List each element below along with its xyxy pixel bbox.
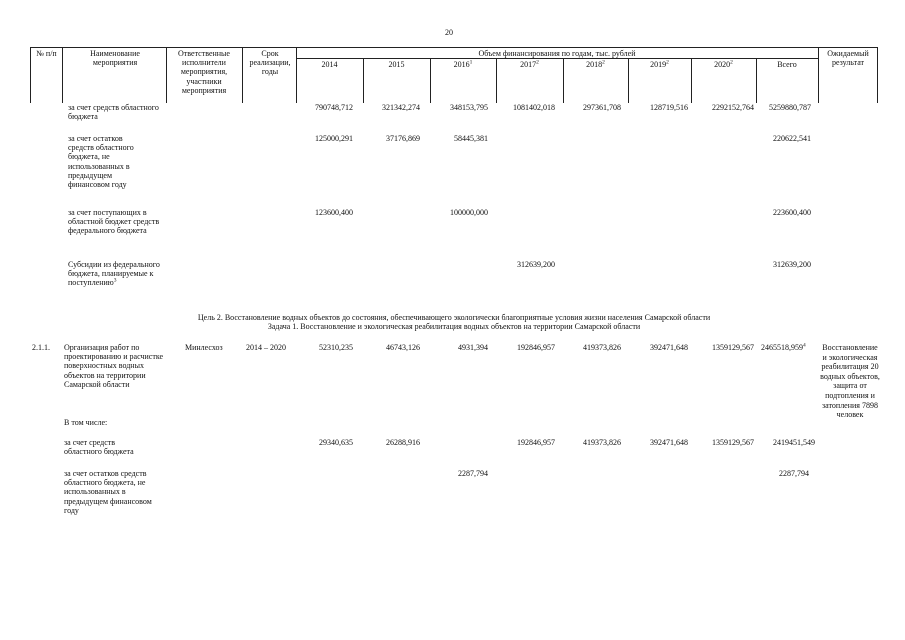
item-name: Организация работ по проектированию и расчистке поверхностных водных объектов на территории Самарской области	[64, 343, 164, 389]
item-number: 2.1.1.	[32, 343, 50, 352]
cell-value: 392471,648	[650, 343, 688, 352]
row-name: за счет остатков средств областного бюджета, не использованных в предыдущем финансовом году	[68, 134, 134, 190]
cell-value: 128719,516	[650, 103, 688, 112]
cell-value: 1359129,567	[712, 438, 754, 447]
header-num: № п/п	[36, 49, 57, 58]
row-name: Субсидии из федерального бюджета, планируемые к поступлению$^3$	[68, 260, 160, 288]
cell-value: 419373,826	[583, 438, 621, 447]
goal-heading: Цель 2. Восстановление водных объектов до состояния, обеспечивающего экологически благоприятные условия жизни населения Самарской области	[197, 313, 711, 322]
item-result: Восстановление и экологическая реабилитация 20 водных объектов, защита от подтопления и затопления 7898 человек	[820, 343, 880, 420]
cell-value: 1359129,567	[712, 343, 754, 352]
cell-value: 52310,235	[319, 343, 353, 352]
header-funding: Объем финансирования по годам, тыс. рублей	[478, 49, 636, 58]
task-heading: Задача 1. Восстановление и экологическая реабилитация водных объектов на территории Самарской области	[267, 322, 641, 331]
year-header-total: Всего	[777, 60, 797, 69]
year-header: 2015	[388, 60, 405, 69]
year-header: 2014	[321, 60, 338, 69]
cell-value: 125000,291	[315, 134, 353, 143]
cell-value: 321342,274	[382, 103, 420, 112]
header-result: Ожидаемый результат	[827, 49, 869, 68]
cell-value: 312639,200	[773, 260, 811, 269]
header-term: Срок реализации, годы	[249, 49, 291, 77]
cell-value: 46743,126	[386, 343, 420, 352]
year-header: 2017$^2$	[520, 59, 539, 69]
cell-value: 220622,541	[773, 134, 811, 143]
cell-value: 5259880,787	[769, 103, 811, 112]
cell-value: 192846,957	[517, 343, 555, 352]
cell-value: 297361,708	[583, 103, 621, 112]
cell-value: 1081402,018	[513, 103, 555, 112]
cell-value: 2287,794	[779, 469, 809, 478]
year-header: 2020$^2$	[714, 59, 733, 69]
item-term: 2014 – 2020	[246, 343, 286, 352]
header-exec: Ответственные исполнители мероприятия, участники мероприятия	[178, 49, 230, 95]
year-header: 2018$^2$	[586, 59, 605, 69]
year-header: 2019$^2$	[650, 59, 669, 69]
row-name: за счет средств областного бюджета	[68, 103, 159, 122]
page-number: 20	[445, 28, 453, 37]
cell-value: 2292152,764	[712, 103, 754, 112]
cell-value: 223600,400	[773, 208, 811, 217]
cell-value: 419373,826	[583, 343, 621, 352]
cell-value: 123600,400	[315, 208, 353, 217]
row-name: за счет остатков средств областного бюджета, не использованных в предыдущем финансовом году	[64, 469, 152, 515]
cell-value: 4931,394	[458, 343, 488, 352]
row-name: за счет поступающих в областной бюджет средств федерального бюджета	[68, 208, 160, 236]
cell-value: 2419451,549	[773, 438, 815, 447]
header-name: Наименование мероприятия	[90, 49, 140, 68]
cell-value: 790748,712	[315, 103, 353, 112]
cell-value: 26288,916	[386, 438, 420, 447]
cell-value: 100000,000	[450, 208, 488, 217]
cell-value: 392471,648	[650, 438, 688, 447]
cell-value: 29340,635	[319, 438, 353, 447]
cell-value: 348153,795	[450, 103, 488, 112]
item-exec: Минлесхоз	[185, 343, 223, 352]
cell-value-total: 2465518,959$^4$	[761, 342, 806, 352]
cell-value: 2287,794	[458, 469, 488, 478]
including-label: В том числе:	[64, 418, 108, 427]
year-header: 2016$^1$	[453, 59, 473, 69]
cell-value: 37176,869	[386, 134, 420, 143]
cell-value: 312639,200	[517, 260, 555, 269]
cell-value: 192846,957	[517, 438, 555, 447]
row-name: за счет средств областного бюджета	[64, 438, 134, 457]
cell-value: 58445,381	[454, 134, 488, 143]
